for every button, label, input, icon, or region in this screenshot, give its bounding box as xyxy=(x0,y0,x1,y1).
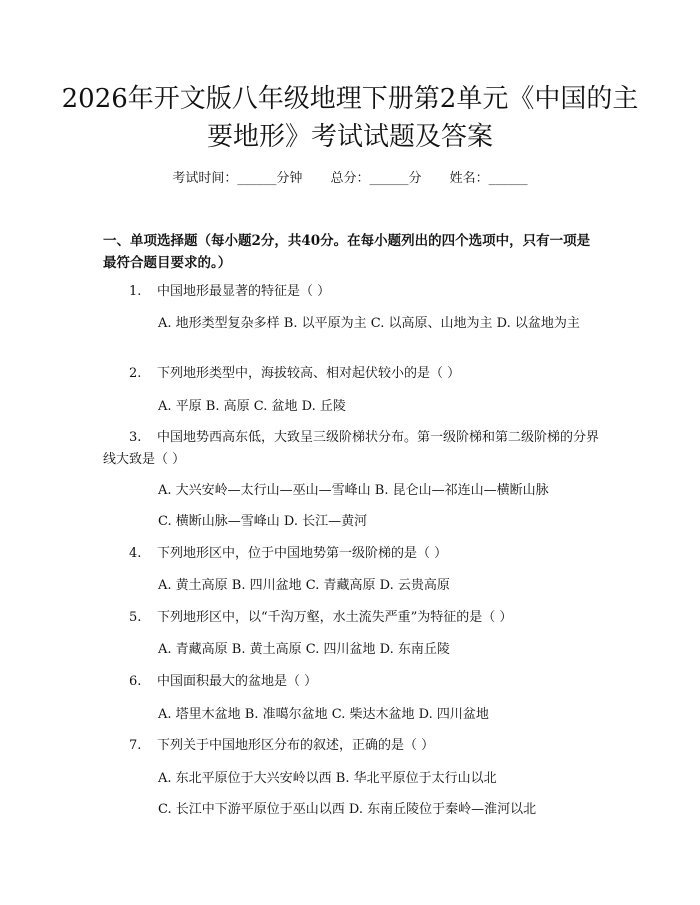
question-stem: 下列地形区中，位于中国地势第一级阶梯的是（ ） xyxy=(157,546,448,561)
question-6 xyxy=(103,671,603,693)
question-3-options-line-1: A. 大兴安岭—太行山—巫山—雪峰山 B. 昆仑山—祁连山—横断山脉 xyxy=(158,483,549,498)
question-number: 7. xyxy=(129,738,142,753)
question-stem: 中国地势西高东低，大致呈三级阶梯状分布。第一级阶梯和第二级阶梯的分界线大致是（ ） xyxy=(103,430,600,467)
question-7 xyxy=(103,735,603,757)
total-score-field: 总分：______分 xyxy=(330,171,422,186)
question-number: 5. xyxy=(129,610,142,625)
question-stem: 下列地形类型中，海拔较高、相对起伏较小的是（ ） xyxy=(157,366,461,381)
exam-time-field: 考试时间：______分钟 xyxy=(172,171,303,186)
question-3-options-line-2: C. 横断山脉—雪峰山 D. 长江—黄河 xyxy=(158,514,368,529)
question-number: 2. xyxy=(129,366,142,381)
question-1-options: A. 地形类型复杂多样 B. 以平原为主 C. 以高原、山地为主 D. 以盆地为主 xyxy=(158,316,580,331)
exam-meta xyxy=(0,170,700,188)
question-5-options: A. 青藏高原 B. 黄土高原 C. 四川盆地 D. 东南丘陵 xyxy=(158,642,450,657)
question-number: 3. xyxy=(129,430,142,445)
question-3 xyxy=(103,427,603,471)
question-4 xyxy=(103,543,603,565)
page-title: 2026年开文版八年级地理下册第2单元《中国的主要地形》考试试题及答案 xyxy=(61,84,639,152)
question-stem: 中国地形最显著的特征是（ ） xyxy=(157,284,331,299)
question-2-options: A. 平原 B. 高原 C. 盆地 D. 丘陵 xyxy=(158,399,346,414)
question-stem: 中国面积最大的盆地是（ ） xyxy=(157,674,318,689)
question-1 xyxy=(103,281,603,303)
question-number: 6. xyxy=(129,674,142,689)
name-field: 姓名：______ xyxy=(449,171,528,186)
section-heading: 一、单项选择题（每小题2分，共40分。在每小题列出的四个选项中，只有一项是最符合题目要求的。） xyxy=(103,233,591,271)
question-stem: 下列关于中国地形区分布的叙述，正确的是（ ） xyxy=(157,738,435,753)
question-6-options: A. 塔里木盆地 B. 准噶尔盆地 C. 柴达木盆地 D. 四川盆地 xyxy=(158,707,489,722)
question-5 xyxy=(103,607,603,629)
question-4-options: A. 黄土高原 B. 四川盆地 C. 青藏高原 D. 云贵高原 xyxy=(158,578,450,593)
question-number: 1. xyxy=(129,284,142,299)
question-7-options-line-1: A. 东北平原位于大兴安岭以西 B. 华北平原位于太行山以北 xyxy=(158,771,497,786)
question-7-options-line-2: C. 长江中下游平原位于巫山以西 D. 东南丘陵位于秦岭—淮河以北 xyxy=(158,802,537,817)
question-number: 4. xyxy=(129,546,142,561)
question-stem: 下列地形区中，以“千沟万壑，水土流失严重”为特征的是（ ） xyxy=(157,610,513,625)
question-2 xyxy=(103,363,603,385)
